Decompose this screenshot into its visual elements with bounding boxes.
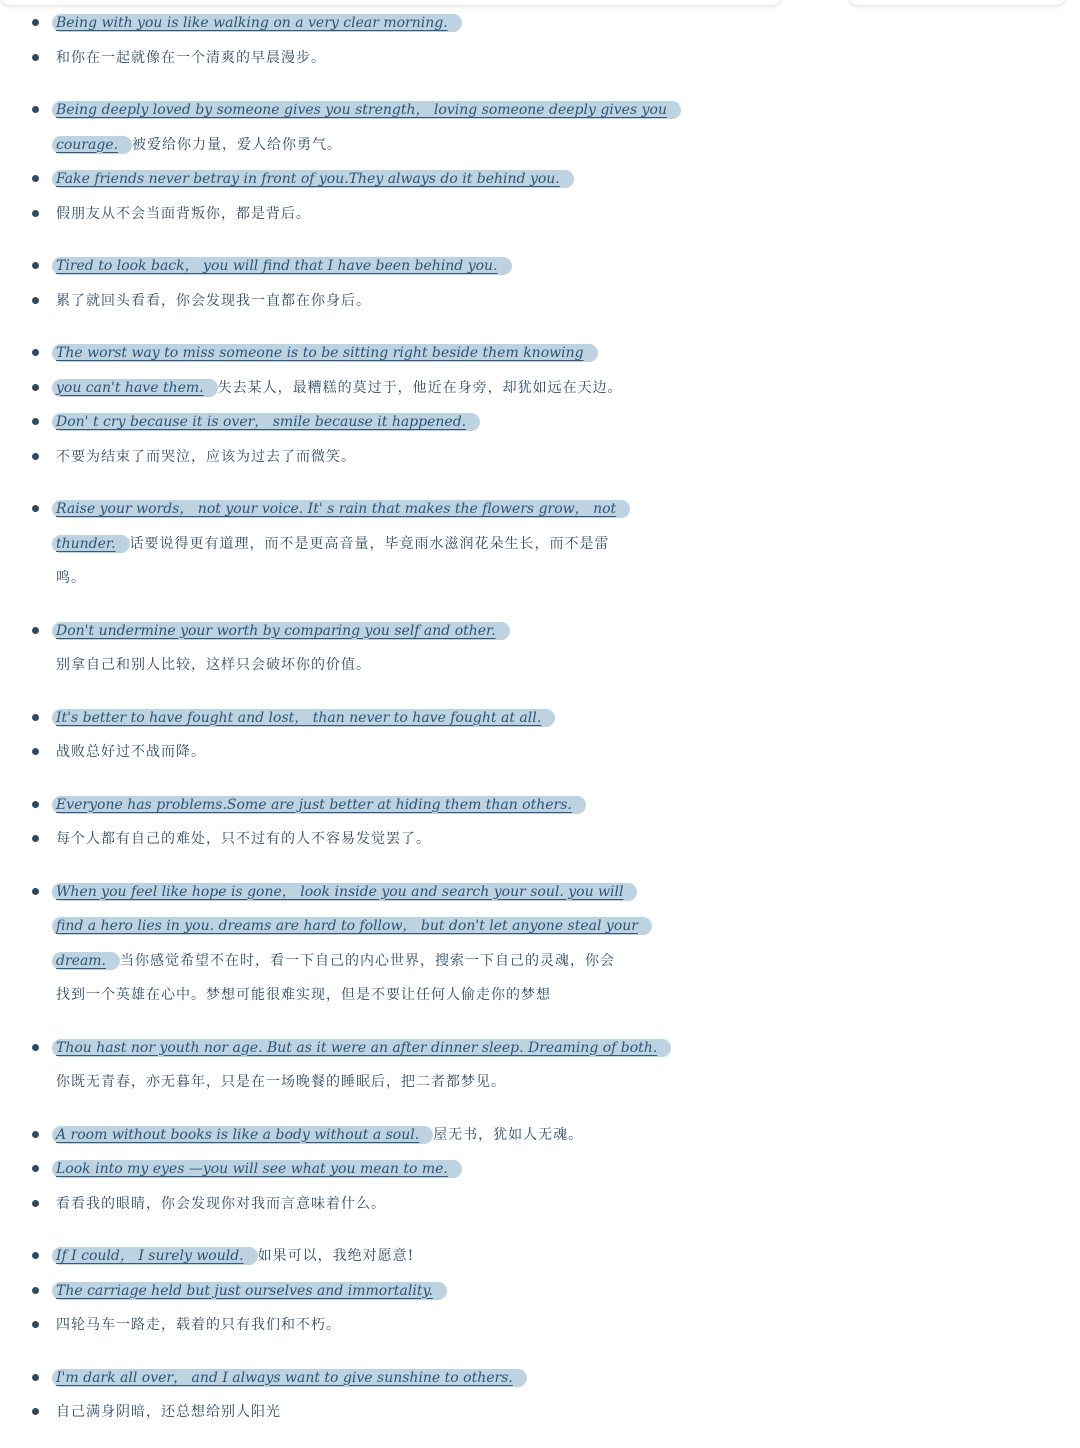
note-line xyxy=(0,1118,1080,1153)
note-line xyxy=(0,909,1080,944)
quote-group xyxy=(0,701,1080,770)
quote-group xyxy=(0,875,1080,1013)
english-quote: Look into my eyes —you will see what you mean to me. xyxy=(52,1160,462,1178)
quote-group xyxy=(0,1118,1080,1222)
chinese-translation: 和你在一起就像在一个清爽的早晨漫步。 xyxy=(56,49,326,66)
note-line xyxy=(0,944,1080,979)
english-quote: Tired to look back， you will find that I have been behind you. xyxy=(52,257,512,275)
chinese-translation: 别拿自己和别人比较，这样只会破坏你的价值。 xyxy=(56,657,371,673)
note-line xyxy=(0,875,1080,910)
note-line xyxy=(0,527,1080,562)
english-quote: I'm dark all over， and I always want to give sunshine to others. xyxy=(52,1369,527,1387)
note-line xyxy=(0,1187,1080,1222)
note-line xyxy=(0,648,1080,683)
quote-group xyxy=(0,614,1080,683)
chinese-translation: 自己满身阴暗，还总想给别人阳光 xyxy=(56,1404,281,1420)
quote-notes xyxy=(0,6,1080,1448)
note-line xyxy=(0,128,1080,163)
english-quote: Being deeply loved by someone gives you strength， loving someone deeply gives you xyxy=(52,101,681,119)
note-line xyxy=(0,492,1080,527)
quote-group xyxy=(0,93,1080,231)
note-line xyxy=(0,735,1080,770)
quote-group xyxy=(0,788,1080,857)
english-quote: When you feel like hope is gone， look inside you and search your soul. you will xyxy=(52,883,637,901)
note-line xyxy=(0,197,1080,232)
chinese-translation: 话要说得更有道理，而不是更高音量，毕竟雨水滋润花朵生长，而不是雷 xyxy=(129,535,610,552)
note-line xyxy=(0,440,1080,475)
english-quote: Everyone has problems.Some are just better at hiding them than others. xyxy=(52,796,586,814)
english-quote: Thou hast nor youth nor age. But as it were an after dinner sleep. Dreaming of both. xyxy=(52,1039,671,1057)
quote-group xyxy=(0,1361,1080,1430)
note-line xyxy=(0,1308,1080,1343)
quote-group xyxy=(0,492,1080,596)
note-line xyxy=(0,1274,1080,1309)
chinese-translation: 失去某人，最糟糕的莫过于，他近在身旁，却犹如远在天边。 xyxy=(217,379,623,396)
english-quote: The worst way to miss someone is to be sitting right beside them knowing xyxy=(52,344,598,362)
note-line xyxy=(0,822,1080,857)
english-quote: If I could， I surely would. xyxy=(52,1247,258,1265)
chinese-translation: 假朋友从不会当面背叛你，都是背后。 xyxy=(56,205,311,222)
note-line xyxy=(0,978,1080,1013)
note-line xyxy=(0,788,1080,823)
note-line xyxy=(0,93,1080,128)
chinese-translation: 战败总好过不战而降。 xyxy=(56,744,206,760)
quote-group xyxy=(0,1031,1080,1100)
quote-group xyxy=(0,249,1080,318)
note-line xyxy=(0,1395,1080,1430)
chinese-translation: 看看我的眼睛，你会发现你对我而言意味着什么。 xyxy=(56,1195,386,1212)
chinese-translation: 屋无书，犹如人无魂。 xyxy=(433,1126,584,1143)
english-quote: you can't have them. xyxy=(52,379,218,397)
english-quote: Don' t cry because it is over， smile because it happened. xyxy=(52,413,480,431)
note-line xyxy=(0,6,1080,41)
quote-group xyxy=(0,336,1080,474)
note-line xyxy=(0,1152,1080,1187)
note-line xyxy=(0,1239,1080,1274)
english-quote: dream. xyxy=(52,952,120,970)
chinese-translation: 你既无青春，亦无暮年，只是在一场晚餐的睡眠后，把二者都梦见。 xyxy=(56,1074,506,1090)
note-line xyxy=(0,1031,1080,1066)
english-quote: Being with you is like walking on a very clear morning. xyxy=(52,14,462,32)
quote-group xyxy=(0,1239,1080,1343)
note-line xyxy=(0,249,1080,284)
note-line xyxy=(0,162,1080,197)
english-quote: The carriage held but just ourselves and immortality. xyxy=(52,1282,447,1300)
english-quote: A room without books is like a body without a soul. xyxy=(52,1126,433,1144)
note-line xyxy=(0,336,1080,371)
note-line xyxy=(0,614,1080,649)
chinese-translation: 鸣。 xyxy=(56,570,86,586)
english-quote: courage. xyxy=(52,136,132,154)
chinese-translation: 找到一个英雄在心中。梦想可能很难实现，但是不要让任何人偷走你的梦想 xyxy=(56,987,551,1003)
english-quote: Raise your words， not your voice. It' s rain that makes the flowers grow， not xyxy=(52,500,630,518)
english-quote: It's better to have fought and lost， than never to have fought at all. xyxy=(52,709,555,727)
note-line xyxy=(0,1361,1080,1396)
chinese-translation: 当你感觉希望不在时，看一下自己的内心世界，搜索一下自己的灵魂，你会 xyxy=(120,952,616,969)
note-line xyxy=(0,701,1080,736)
note-line xyxy=(0,371,1080,406)
note-line xyxy=(0,41,1080,76)
english-quote: thunder. xyxy=(52,535,130,553)
note-line xyxy=(0,1065,1080,1100)
note-line xyxy=(0,405,1080,440)
english-quote: find a hero lies in you. dreams are hard to follow， but don't let anyone steal your xyxy=(52,917,652,935)
chinese-translation: 每个人都有自己的难处，只不过有的人不容易发觉罢了。 xyxy=(56,831,431,847)
note-line xyxy=(0,284,1080,319)
english-quote: Fake friends never betray in front of you.They always do it behind you. xyxy=(52,170,574,188)
quote-group xyxy=(0,6,1080,75)
note-line xyxy=(0,561,1080,596)
chinese-translation: 如果可以，我绝对愿意! xyxy=(257,1248,415,1264)
chinese-translation: 被爱给你力量，爱人给你勇气。 xyxy=(132,136,343,153)
chinese-translation: 不要为结束了而哭泣，应该为过去了而微笑。 xyxy=(56,448,356,465)
chinese-translation: 累了就回头看看，你会发现我一直都在你身后。 xyxy=(56,292,371,309)
chinese-translation: 四轮马车一路走，载着的只有我们和不朽。 xyxy=(56,1317,341,1333)
english-quote: Don't undermine your worth by comparing you self and other. xyxy=(52,622,510,640)
